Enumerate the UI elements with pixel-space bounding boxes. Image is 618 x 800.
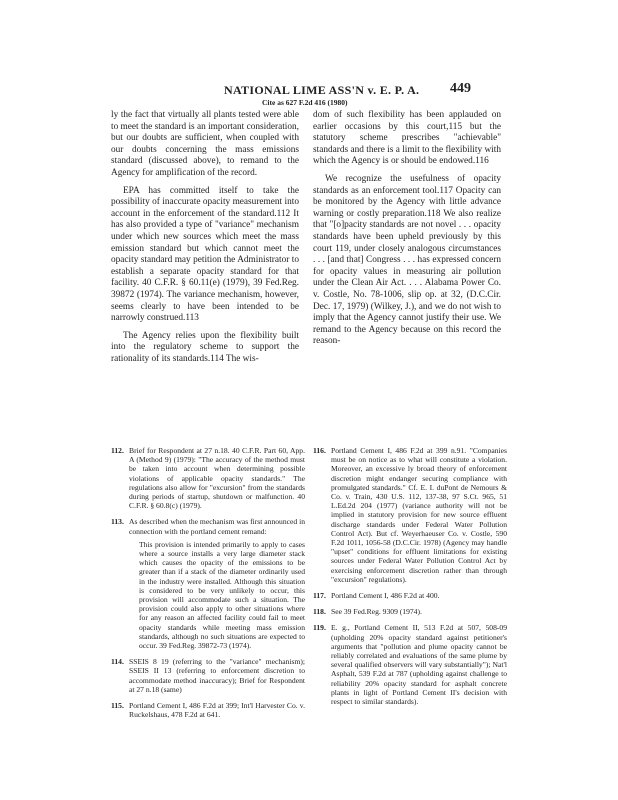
footnotes-right [313,446,507,713]
footnote-number: 118. [313,607,326,617]
footnote-text: As described when the mechanism was first announced in connection with the portland cement remand: [129,517,305,536]
page-number: 449 [450,81,471,96]
footnote [313,591,507,600]
footnote-text: Portland Cement I, 486 F.2d at 399; Int'l Harvester Co. v. Ruckelshaus, 478 F.2d at 641. [129,701,305,720]
footnote-number: 115. [111,701,124,711]
footnote-text: Portland Cement I, 486 F.2d at 399 n.91. "Companies must be on notice as to what will constitute a violation. Moreover, an excessive ly broad theory of enforcement discretion might endanger securing compliance with promulgated standards." Cf. E. I. duPont de Nemours & Co. v. Train, 430 U.S. 112, 137-38, 97 S.Ct. 965, 51 L.Ed.2d 204 (1977) (variance authority will not be implied in statutory provision for new source effluent discharge standards under Federal Water Pollution Control Act). But cf. Weyerhaeuser Co. v. Costle, 590 F.2d 1011, 1056-58 (D.C.Cir. 1978) (Agency may handle "upset" conditions for effluent limitations for existing sources under Federal Water Pollution Control Act by exercising enforcement discretion rather than through "excursion" regulations). [331,446,507,584]
citation-line: Cite as 627 F.2d 416 (1980) [262,98,348,107]
footnote-text: Portland Cement I, 486 F.2d at 400. [331,591,440,601]
footnote [111,517,305,650]
footnote-number: 114. [111,657,124,667]
paragraph: We recognize the usefulness of opacity standards as an enforcement tool.117 Opacity can be monitored by the Agency with little advance warning or costly preparation.118 We also realize that "[o]pacity standards are not novel . . . opacity standards have been upheld previously by this court 119, under closely analogous circumstances . . . [and that] Congress . . . has expressed concern for opacity values in measuring air pollution under the Clean Air Act. . . . Alabama Power Co. v. Costle, No. 78-1006, slip op. at 32, (D.C.Cir. Dec. 17, 1979) (Wilkey, J.), and we do not wish to imply that the Agency cannot justify their use. We remand to the Agency because on this record the reason- [313,173,501,347]
footnote-text: SSEIS 8 19 (referring to the "variance" mechanism); SSEIS II 13 (referring to enforcement discretion to accommodate method inaccuracy); Brief for Respondent at 27 n.18 (same) [129,657,305,694]
footnote-text: Brief for Respondent at 27 n.18. 40 C.F.R. Part 60, App. A (Method 9) (1979): "The accuracy of the method must be taken into account when determining possible violations of applicable opacity standards." The regulations also allow for "excursion" from the standards during periods of startup, shutdown or malfunction. 40 C.F.R. § 60.8(c) (1979). [129,446,305,511]
footnote-number: 117. [313,591,326,601]
right-text-column [313,110,501,354]
footnote [313,623,507,706]
paragraph: EPA has committed itself to take the possibility of inaccurate opacity measurement into account in the enforcement of the standard.112 It has also provided a type of "variance" mechanism under which new sources which meet the mass emission standard but which cannot meet the opacity standard may petition the Administrator to establish a separate opacity standard for that facility. 40 C.F.R. § 60.11(e) (1979), 39 Fed.Reg. 39872 (1974). The variance mechanism, however, seems clearly to have been intended to be narrowly construed.113 [111,185,299,324]
footnote [111,657,305,694]
footnote [313,607,507,616]
footnote-number: 112. [111,446,124,455]
footnote-text: See 39 Fed.Reg. 9309 (1974). [331,607,422,617]
footnote [111,446,305,510]
running-header-title: NATIONAL LIME ASS'N v. E. P. A. [224,83,420,97]
footnotes-left [111,446,305,726]
footnote-number: 113. [111,517,124,527]
paragraph: ly the fact that virtually all plants tested were able to meet the standard is an important consideration, but our doubts are sufficient, when coupled with our doubts concerning the mass emissions standard (discussed above), to remand to the Agency for amplification of the record. [111,110,299,178]
footnote-text: E. g., Portland Cement II, 513 F.2d at 507, 508-09 (upholding 20% opacity standard against petitioner's arguments that "pollution and plume opacity cannot be reliably correlated and evaluations of the same plume by several qualified observers will vary substantially"); Nat'l Asphalt, 539 F.2d at 787 (upholding against challenge to reliability 20% opacity standard for asphalt concrete plants in light of Portland Cement II's decision with respect to similar standards). [331,623,507,707]
footnote [313,446,507,584]
paragraph: The Agency relies upon the flexibility built into the regulatory scheme to support the rationality of its standards.114 The wis- [111,330,299,364]
footnote-block-quote: This provision is intended primarily to apply to cases where a source installs a very large diameter stack which causes the opacity of the emissions to be greater than if a stack of the diameter ordinarily used in the industry were installed. Although this situation is considered to be very unlikely to occur, this provision will accommodate such a situation. The provision could also apply to other situations where for any reason an affected facility could fail to meet opacity standards while meeting mass emission standards, although no such situations are expected to occur. 39 Fed.Reg. 39872-73 (1974). [139,539,305,651]
left-text-column [111,110,299,371]
footnote-number: 119. [313,623,326,633]
footnote-number: 116. [313,446,326,455]
footnote [111,701,305,719]
paragraph: dom of such flexibility has been applauded on earlier occasions by this court,115 but the statutory scheme prescribes "achievable" standards and there is a limit to the flexibility with which the Agency is or should be endowed.116 [313,110,501,167]
